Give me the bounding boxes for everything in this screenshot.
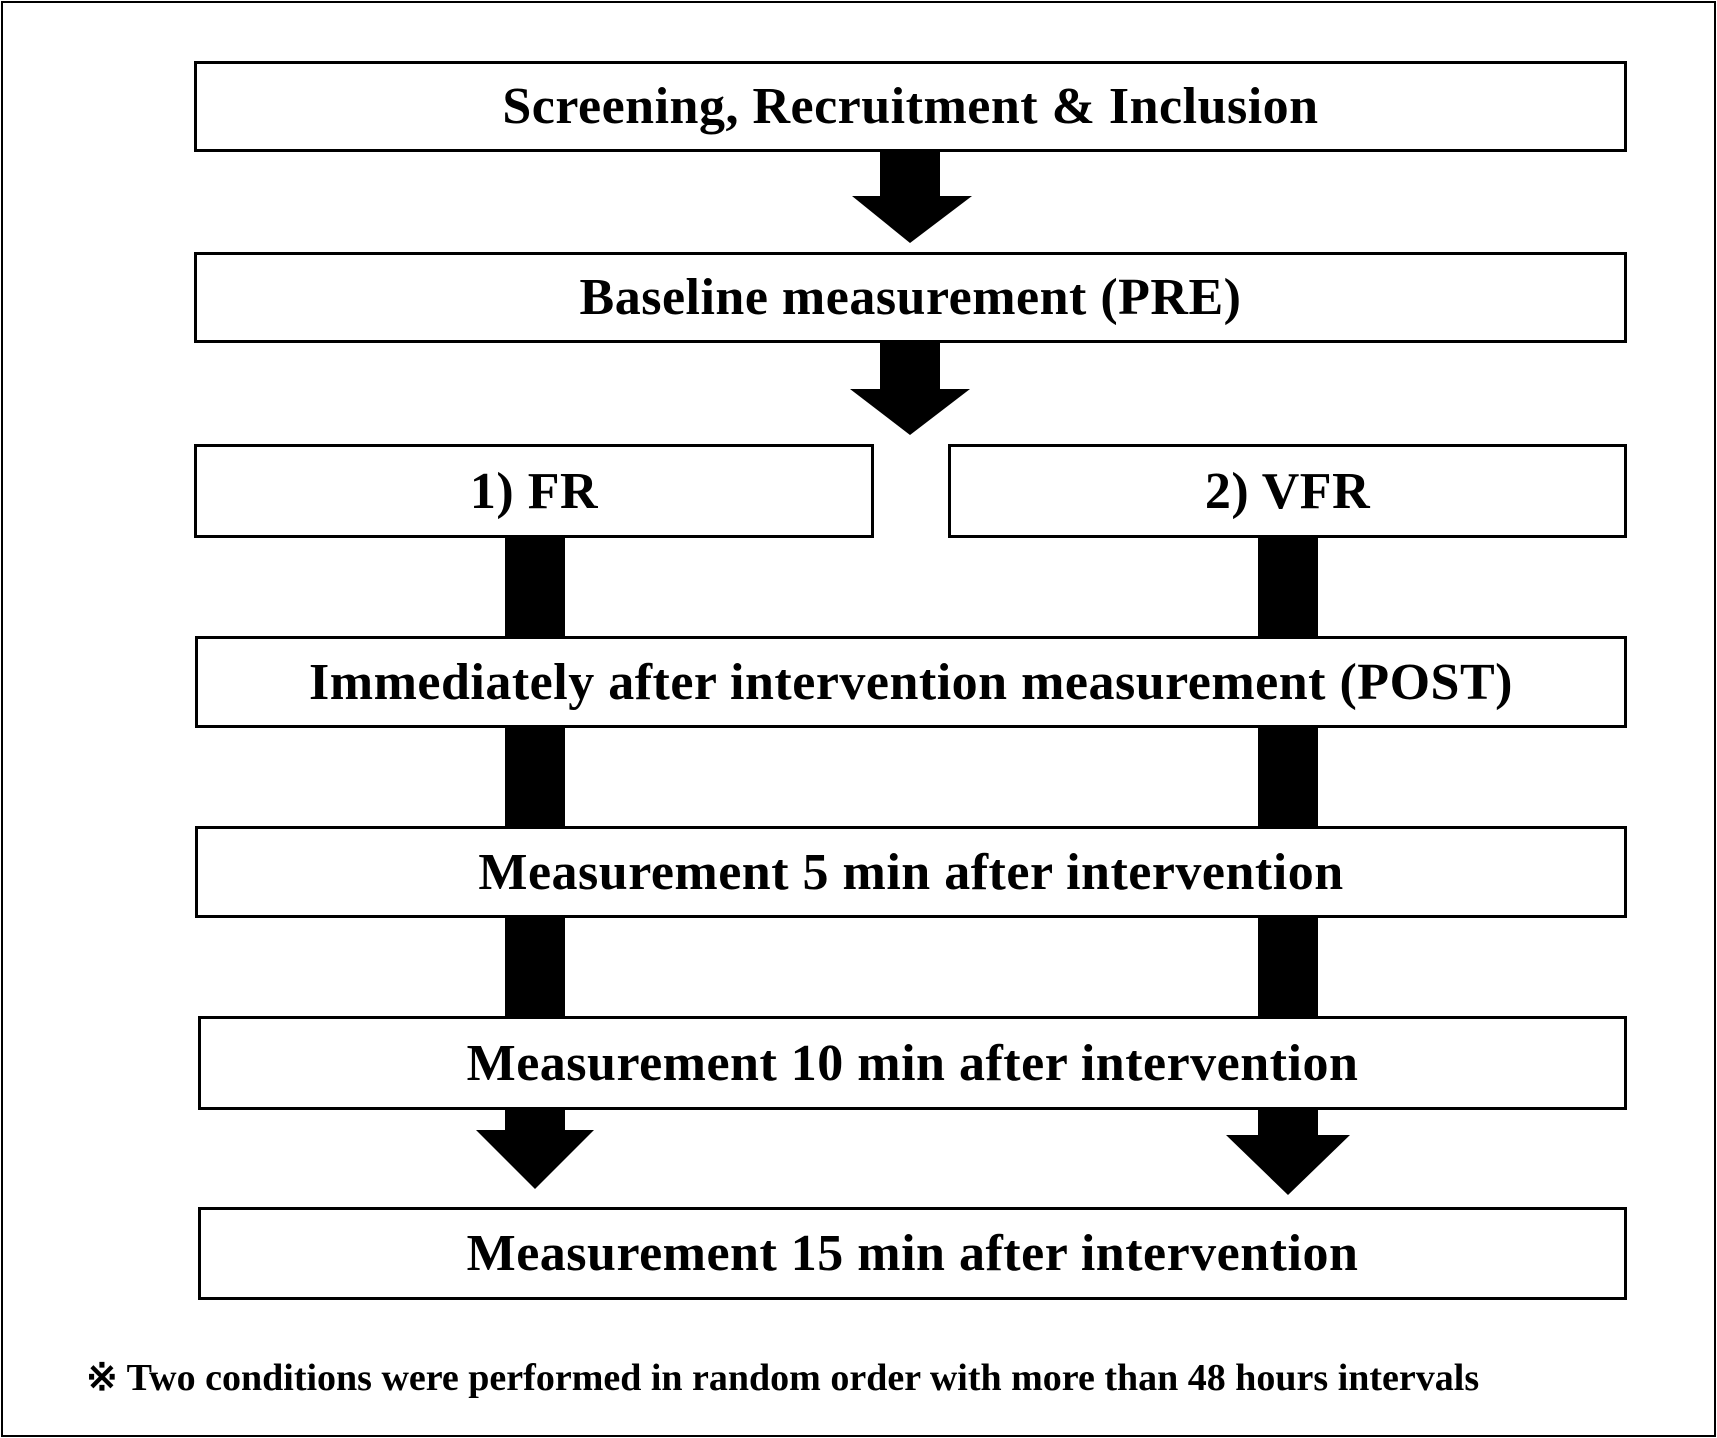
screening-label: Screening, Recruitment & Inclusion — [502, 78, 1319, 135]
fr-label: 1) FR — [469, 462, 599, 520]
baseline-label: Baseline measurement (PRE) — [579, 269, 1242, 326]
min10-label: Measurement 10 min after intervention — [466, 1034, 1359, 1092]
min10-box — [198, 1016, 1627, 1110]
vfr-label: 2) VFR — [1204, 462, 1371, 520]
min5-box — [195, 826, 1627, 918]
min15-box — [198, 1207, 1627, 1300]
post-box — [195, 636, 1627, 728]
post-label: Immediately after intervention measurement (POST) — [309, 653, 1513, 711]
footnote: ※ Two conditions were performed in random order with more than 48 hours intervals — [86, 1357, 1480, 1399]
min15-label: Measurement 15 min after intervention — [466, 1225, 1359, 1282]
baseline-box — [194, 252, 1627, 343]
fr-box — [194, 444, 874, 538]
screening-box — [194, 61, 1627, 152]
vfr-box — [948, 444, 1627, 538]
min5-label: Measurement 5 min after intervention — [478, 843, 1344, 901]
